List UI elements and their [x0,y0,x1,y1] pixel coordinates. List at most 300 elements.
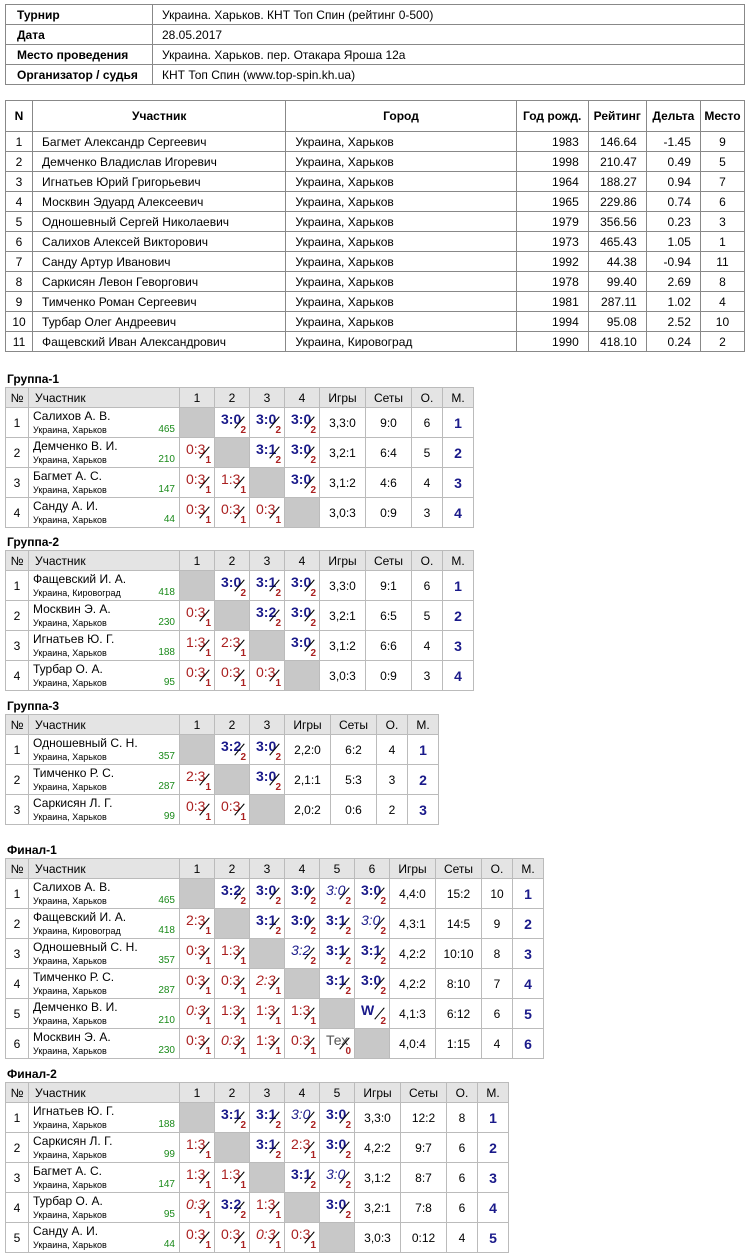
participant-cell: 9 [6,292,33,312]
result-points: 1 [205,1240,211,1251]
result-cell [285,879,320,909]
result-score: 3:0 [361,972,382,988]
row-number: 5 [6,999,29,1029]
participant-cell: -1.45 [646,132,700,152]
result-cell [250,1223,285,1253]
points-cell: 4 [482,1029,513,1059]
points-cell: 6 [447,1193,478,1223]
col-place: М. [443,551,474,571]
player-cell [29,1133,180,1163]
group-row [6,661,474,691]
participant-cell: 1998 [516,152,588,172]
result-cell [180,795,215,825]
games-cell: 3,0:3 [320,498,366,528]
participant-cell: 95.08 [588,312,646,332]
participant-cell: Багмет Александр Сергеевич [33,132,286,152]
participant-cell: 11 [6,332,33,352]
participant-cell: Украина, Кировоград [286,332,516,352]
result-points: 2 [345,1120,351,1131]
participant-cell: Украина, Харьков [286,292,516,312]
sets-cell: 9:7 [401,1133,447,1163]
player-cell [29,571,180,601]
result-cell [215,1223,250,1253]
participant-cell: 2.52 [646,312,700,332]
place-cell: 2 [443,601,474,631]
result-cell [180,468,215,498]
group-row [6,969,544,999]
col-opponent: 4 [285,1083,320,1103]
points-cell: 4 [412,468,443,498]
games-cell: 2,1:1 [285,765,331,795]
participant-cell: 1992 [516,252,588,272]
player-rating: 147 [158,1179,175,1190]
participant-cell: Салихов Алексей Викторович [33,232,286,252]
participant-cell: Москвин Эдуард Алексеевич [33,192,286,212]
player-rating: 230 [158,1045,175,1056]
result-score: 3:0 [326,1106,347,1122]
diagonal-cell [285,498,320,528]
result-score: 1:3 [256,1032,276,1048]
participant-cell: 4 [6,192,33,212]
result-score: 3:0 [291,411,312,427]
participant-cell: 2 [700,332,744,352]
player-cell [29,1193,180,1223]
result-score: Тех [326,1032,349,1048]
col-sets: Сеты [366,388,412,408]
player-city: Украина, Харьков [33,986,107,996]
result-score: 0:3 [186,1196,206,1212]
player-cell [29,765,180,795]
col-player: Участник [29,1083,180,1103]
col-player: Участник [29,715,180,735]
sets-cell: 1:15 [436,1029,482,1059]
participant-cell: 0.94 [646,172,700,192]
group-title: Финал-1 [7,843,57,857]
participant-cell: Тимченко Роман Сергеевич [33,292,286,312]
row-number: 1 [6,879,29,909]
player-city: Украина, Харьков [33,1180,107,1190]
result-points: 2 [310,1180,316,1191]
group-title: Группа-1 [7,372,60,386]
result-cell [285,1223,320,1253]
participant-cell: 1973 [516,232,588,252]
participant-cell: 1 [700,232,744,252]
result-cell [320,879,355,909]
group-row [6,1103,509,1133]
info-key: Организатор / судья [6,65,153,85]
player-cell [29,498,180,528]
col-points: О. [482,859,513,879]
player-rating: 99 [163,811,175,822]
result-score: 3:0 [221,574,242,590]
points-cell: 3 [412,661,443,691]
player-name: Салихов А. В. [33,880,111,894]
player-rating: 357 [158,751,175,762]
result-points: 2 [345,986,351,997]
result-cell [215,939,250,969]
place-cell: 2 [443,438,474,468]
result-cell [320,1103,355,1133]
row-number: 2 [6,909,29,939]
result-score: 0:3 [256,1226,276,1242]
participant-cell: 0.74 [646,192,700,212]
result-cell [215,661,250,691]
participant-cell: 9 [700,132,744,152]
participant-cell: 1983 [516,132,588,152]
result-score: 3:0 [256,738,277,754]
result-points: 2 [310,896,316,907]
participant-cell: Саркисян Левон Геворгович [33,272,286,292]
player-rating: 465 [158,895,175,906]
col-player: Участник [29,859,180,879]
player-name: Санду А. И. [33,1224,99,1238]
diagonal-cell [215,1133,250,1163]
participant-cell: 2 [6,152,33,172]
row-number: 6 [6,1029,29,1059]
col-games: Игры [320,551,366,571]
player-name: Игнатьев Ю. Г. [33,1104,115,1118]
diagonal-cell [285,661,320,691]
result-cell [215,999,250,1029]
diagonal-cell [215,601,250,631]
player-name: Фащевский И. А. [33,572,127,586]
result-points: 1 [205,678,211,689]
col-points: О. [412,388,443,408]
player-name: Фащевский И. А. [33,910,127,924]
result-points: 2 [310,485,316,496]
place-cell: 6 [513,1029,544,1059]
player-cell [29,939,180,969]
group-row [6,408,474,438]
result-cell [180,1133,215,1163]
result-points: 1 [275,678,281,689]
result-cell [285,468,320,498]
group-row [6,765,439,795]
result-score: 0:3 [186,942,206,958]
player-name: Турбар О. А. [33,662,103,676]
result-points: 2 [275,618,281,629]
group-row [6,735,439,765]
games-cell: 3,1:2 [320,468,366,498]
participant-cell: Украина, Харьков [286,272,516,292]
points-cell: 6 [412,571,443,601]
result-cell [180,601,215,631]
games-cell: 3,3:0 [320,571,366,601]
diagonal-cell [215,909,250,939]
group-row [6,1193,509,1223]
result-points: 1 [275,1210,281,1221]
result-points: 2 [380,1016,386,1027]
participant-row [6,132,745,152]
result-score: 1:3 [221,471,241,487]
sets-cell: 0:9 [366,661,412,691]
result-score: 0:3 [186,1002,206,1018]
info-value: Украина. Харьков. КНТ Топ Спин (рейтинг 0-500) [153,5,745,25]
result-cell [215,735,250,765]
participant-cell: 1978 [516,272,588,292]
result-score: 1:3 [256,1002,276,1018]
diagonal-cell [285,1193,320,1223]
row-number: 4 [6,498,29,528]
result-cell [320,909,355,939]
participant-cell: 6 [6,232,33,252]
player-city: Украина, Харьков [33,1120,107,1130]
points-cell: 4 [412,631,443,661]
result-points: 2 [275,1120,281,1131]
row-number: 1 [6,1103,29,1133]
info-row [6,5,745,25]
player-name: Багмет А. С. [33,1164,102,1178]
games-cell: 4,2:2 [390,939,436,969]
participant-cell: Игнатьев Юрий Григорьевич [33,172,286,192]
points-cell: 3 [377,765,408,795]
player-city: Украина, Харьков [33,455,107,465]
result-points: 1 [205,648,211,659]
group-row [6,1223,509,1253]
col-opponent: 1 [180,1083,215,1103]
col-opponent: 5 [320,1083,355,1103]
participants-header: N [6,101,33,132]
group-row [6,468,474,498]
result-score: 2:3 [221,634,241,650]
result-cell [355,969,390,999]
col-games: Игры [320,388,366,408]
games-cell: 2,2:0 [285,735,331,765]
result-points: 1 [275,1016,281,1027]
result-score: 2:3 [186,912,206,928]
result-cell [285,1133,320,1163]
participant-cell: 0.24 [646,332,700,352]
player-rating: 230 [158,617,175,628]
group-table [5,1082,509,1253]
participant-cell: 1.02 [646,292,700,312]
sets-cell: 0:6 [331,795,377,825]
player-city: Украина, Харьков [33,515,107,525]
place-cell: 1 [443,571,474,601]
participant-cell: 418.10 [588,332,646,352]
participant-cell: Фащевский Иван Александрович [33,332,286,352]
participant-row [6,172,745,192]
player-rating: 147 [158,484,175,495]
result-score: 2:3 [186,768,206,784]
participant-cell: 99.40 [588,272,646,292]
result-score: 3:0 [256,768,277,784]
sets-cell: 12:2 [401,1103,447,1133]
player-city: Украина, Харьков [33,896,107,906]
col-sets: Сеты [331,715,377,735]
col-opponent: 2 [215,551,250,571]
result-score: 0:3 [221,501,241,517]
col-games: Игры [355,1083,401,1103]
participants-header: Дельта [646,101,700,132]
col-opponent: 3 [250,551,285,571]
participant-cell: 7 [6,252,33,272]
sets-cell: 6:5 [366,601,412,631]
info-key: Место проведения [6,45,153,65]
col-games: Игры [390,859,436,879]
group-header-row [6,388,474,408]
result-cell [355,939,390,969]
player-rating: 44 [163,1239,175,1250]
info-value: Украина. Харьков. пер. Отакара Яроша 12а [153,45,745,65]
result-cell [250,1103,285,1133]
result-score: 1:3 [221,942,241,958]
result-score: 3:1 [326,912,347,928]
participant-cell: 44.38 [588,252,646,272]
result-points: 2 [275,1150,281,1161]
result-score: 0:3 [221,1226,241,1242]
result-cell [215,879,250,909]
participant-cell: Украина, Харьков [286,232,516,252]
result-points: 1 [205,455,211,466]
participant-cell: 1 [6,132,33,152]
participant-cell: 1979 [516,212,588,232]
points-cell: 5 [412,601,443,631]
points-cell: 9 [482,909,513,939]
sets-cell: 6:6 [366,631,412,661]
diagonal-cell [250,468,285,498]
result-cell [250,1029,285,1059]
result-cell [215,498,250,528]
player-rating: 287 [158,985,175,996]
participant-cell: 356.56 [588,212,646,232]
col-opponent: 5 [320,859,355,879]
result-points: 2 [310,956,316,967]
result-cell [215,571,250,601]
participant-cell: Украина, Харьков [286,152,516,172]
result-points: 1 [275,986,281,997]
result-cell [250,735,285,765]
player-rating: 465 [158,424,175,435]
result-score: 3:2 [291,942,311,958]
row-number: 3 [6,939,29,969]
result-points: 1 [240,1240,246,1251]
player-rating: 287 [158,781,175,792]
participant-row [6,232,745,252]
player-rating: 357 [158,955,175,966]
participant-cell: 2.69 [646,272,700,292]
result-points: 1 [310,1150,316,1161]
result-score: 1:3 [291,1002,311,1018]
sets-cell: 10:10 [436,939,482,969]
sets-cell: 9:0 [366,408,412,438]
sets-cell: 0:9 [366,498,412,528]
player-city: Украина, Харьков [33,1240,107,1250]
points-cell: 4 [377,735,408,765]
group-row [6,601,474,631]
place-cell: 4 [478,1193,509,1223]
player-cell [29,661,180,691]
result-points: 1 [205,1180,211,1191]
col-opponent: 2 [215,388,250,408]
participant-cell: 188.27 [588,172,646,192]
player-city: Украина, Харьков [33,752,107,762]
points-cell: 2 [377,795,408,825]
result-points: 1 [240,515,246,526]
result-cell [285,631,320,661]
player-name: Москвин Э. А. [33,1030,111,1044]
participant-row [6,152,745,172]
player-city: Украина, Харьков [33,425,107,435]
place-cell: 5 [478,1223,509,1253]
player-name: Саркисян Л. Г. [33,796,113,810]
col-opponent: 3 [250,1083,285,1103]
player-name: Салихов А. В. [33,409,111,423]
result-points: 1 [205,515,211,526]
result-cell [320,1193,355,1223]
participant-cell: 146.64 [588,132,646,152]
col-opponent: 4 [285,551,320,571]
result-points: 1 [205,1210,211,1221]
result-points: 2 [240,896,246,907]
group-row [6,795,439,825]
group-table [5,714,439,825]
row-number: 3 [6,468,29,498]
player-name: Тимченко Р. С. [33,766,115,780]
games-cell: 3,1:2 [355,1163,401,1193]
games-cell: 3,0:3 [355,1223,401,1253]
player-rating: 418 [158,587,175,598]
player-rating: 44 [163,514,175,525]
tournament-info-table [5,4,745,85]
result-score: 3:1 [256,912,277,928]
player-cell [29,1163,180,1193]
place-cell: 2 [478,1133,509,1163]
diagonal-cell [215,765,250,795]
result-points: 2 [310,926,316,937]
result-points: 1 [205,812,211,823]
result-cell [250,909,285,939]
result-points: 2 [345,956,351,967]
result-score: 3:1 [221,1106,242,1122]
col-opponent: 4 [285,388,320,408]
points-cell: 4 [447,1223,478,1253]
result-cell [215,795,250,825]
col-opponent: 2 [215,859,250,879]
result-cell [180,1163,215,1193]
player-name: Тимченко Р. С. [33,970,115,984]
group-header-row [6,715,439,735]
games-cell: 4,4:0 [390,879,436,909]
diagonal-cell [180,408,215,438]
participant-cell: -0.94 [646,252,700,272]
row-number: 3 [6,631,29,661]
group-row [6,999,544,1029]
group-row [6,1029,544,1059]
result-score: 0:3 [186,604,206,620]
player-city: Украина, Кировоград [33,926,121,936]
result-score: 0:3 [186,798,206,814]
participant-cell: Турбар Олег Андреевич [33,312,286,332]
result-points: 2 [345,1210,351,1221]
participant-cell: Одношевный Сергей Николаевич [33,212,286,232]
participant-cell: 0.23 [646,212,700,232]
row-number: 3 [6,1163,29,1193]
result-score: 3:0 [221,411,242,427]
col-opponent: 1 [180,551,215,571]
result-score: 3:0 [326,1166,346,1182]
result-score: 3:0 [361,882,382,898]
row-number: 3 [6,795,29,825]
participant-row [6,272,745,292]
place-cell: 2 [513,909,544,939]
result-points: 1 [240,1046,246,1057]
points-cell: 6 [447,1133,478,1163]
participants-header: Год рожд. [516,101,588,132]
result-score: 3:1 [256,441,277,457]
group-header-row [6,1083,509,1103]
diagonal-cell [180,735,215,765]
